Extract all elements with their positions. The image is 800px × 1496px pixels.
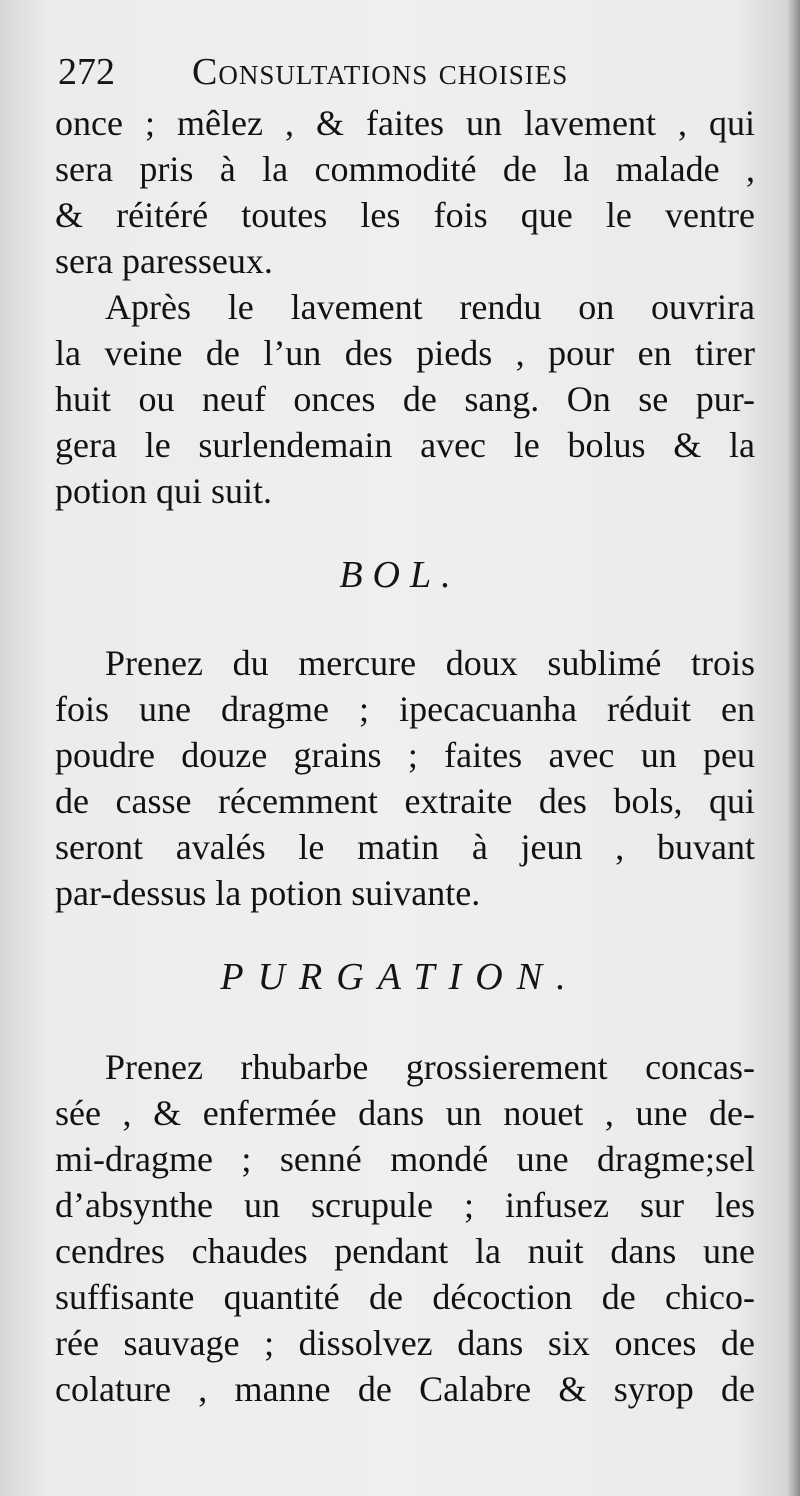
text-line: once ; mêlez , & faites un lavement , qui — [55, 103, 755, 143]
text-line: huit ou neuf onces de sang. On se pur- — [55, 379, 755, 419]
text-line: mi-dragme ; senné mondé une dragme;sel — [55, 1139, 755, 1179]
text-line: fois une dragme ; ipecacuanha réduit en — [55, 689, 755, 729]
paragraph-start: Prenez rhubarbe grossierement concas- — [105, 1047, 755, 1087]
text-line: poudre douze grains ; faites avec un peu — [55, 735, 755, 775]
text-line: colature , manne de Calabre & syrop de — [55, 1369, 755, 1409]
text-line: seront avalés le matin à jeun , buvant — [55, 827, 755, 867]
text-line: & réitéré toutes les fois que le ventre — [55, 195, 755, 235]
text-line: suffisante quantité de décoction de chico- — [55, 1277, 755, 1317]
text-line: sera pris à la commodité de la malade , — [55, 149, 755, 189]
text-line: de casse récemment extraite des bols, qui — [55, 781, 755, 821]
paragraph-start: Prenez du mercure doux sublimé trois — [105, 643, 755, 683]
section-heading-bol: BOL. — [339, 554, 461, 596]
section-heading-purgation: PURGATION. — [220, 956, 580, 998]
text-lines-purgation — [55, 1044, 755, 1412]
text-line: rée sauvage ; dissolvez dans six onces de — [55, 1323, 755, 1363]
paragraph-start: Après le lavement rendu on ouvrira — [105, 287, 755, 327]
text-line: sera paresseux. — [55, 241, 273, 281]
text-lines — [55, 100, 755, 514]
text-line: la veine de l’un des pieds , pour en tirer — [55, 333, 755, 373]
text-line: sée , & enfermée dans un nouet , une de- — [55, 1093, 755, 1133]
text-lines-bol — [55, 640, 755, 916]
text-line: gera le surlendemain avec le bolus & la — [55, 425, 755, 465]
page-number: 272 — [58, 51, 115, 93]
text-line: cendres chaudes pendant la nuit dans une — [55, 1231, 755, 1271]
text-line: d’absynthe un scrupule ; infusez sur les — [55, 1185, 755, 1225]
text-line: par-dessus la potion suivante. — [55, 873, 481, 913]
running-head: Consultations choisies — [192, 51, 569, 93]
text-line: potion qui suit. — [55, 471, 273, 511]
page-edge — [788, 0, 800, 1496]
